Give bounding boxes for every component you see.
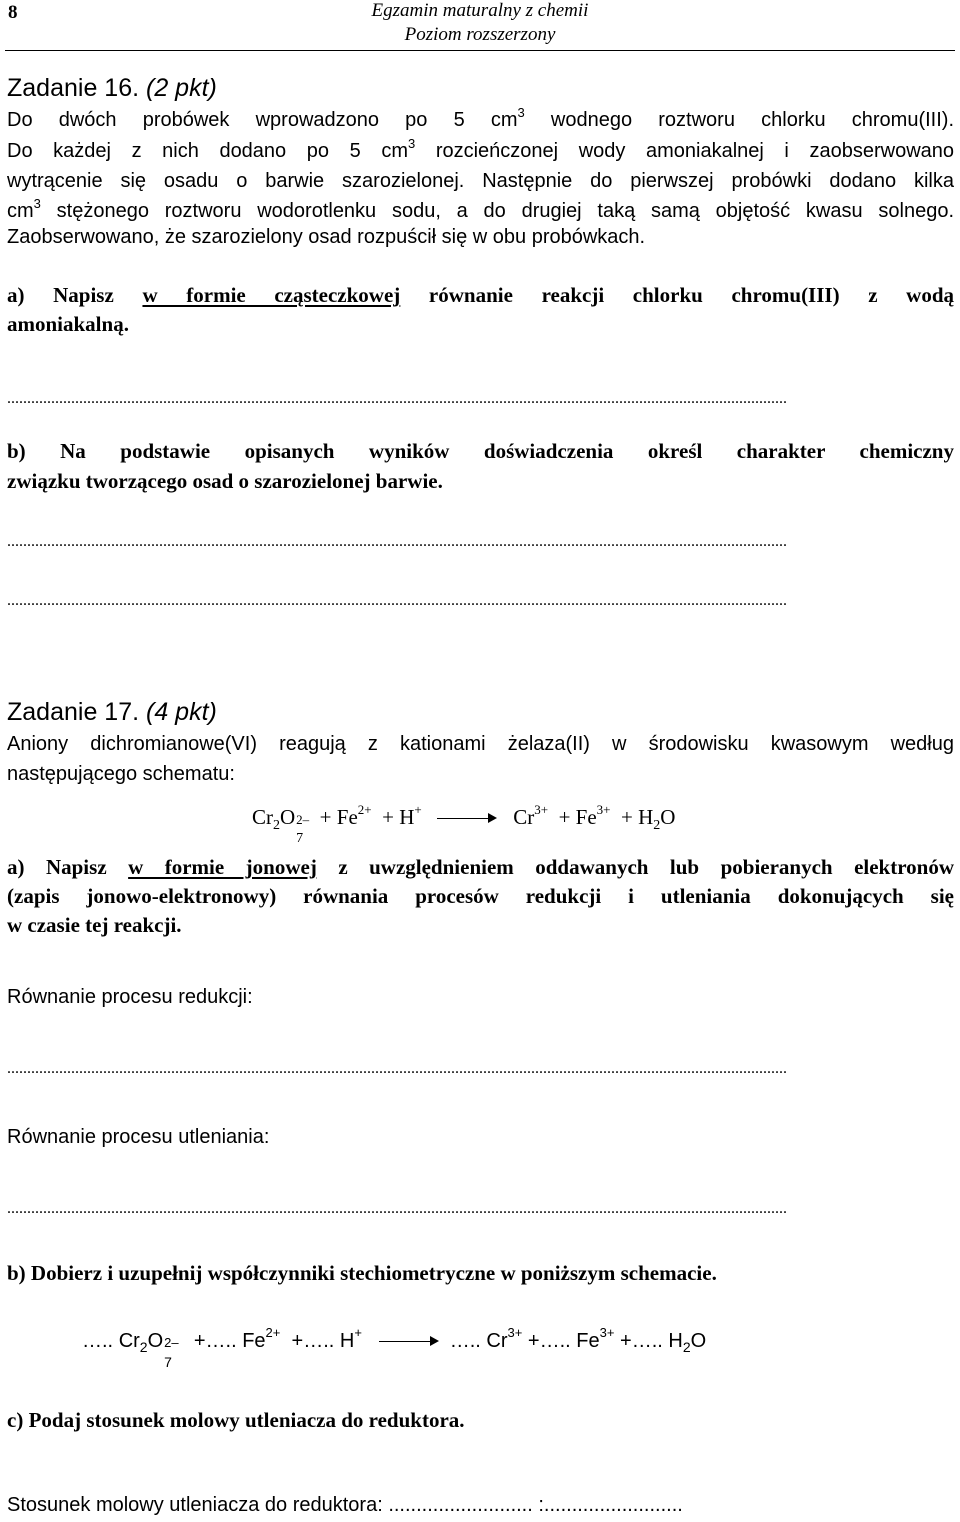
task16-intro-line5: Zaobserwowano, że szarozielony osad rozpuścił się w obu probówkach. xyxy=(7,226,646,248)
stoichiometry-scheme[interactable]: ….. $Cr_2O$ 2– 7 +….. $Fe^{2+}$ +….. H+ ….. $Cr^{3+}$ +….. $Fe^{3+}$ +….. $H_2O$ xyxy=(82,1325,707,1370)
task16-title: Zadanie 16. (2 pkt) xyxy=(7,74,217,102)
scheme-arrow-icon xyxy=(379,1337,439,1347)
header-rule xyxy=(5,50,955,51)
task17-question-a-line1: a) Napisz w formie jonowej z uwzględnieniem oddawanych lub pobieranych elektronów xyxy=(7,855,955,879)
task16-question-a-line2: amoniakalną. xyxy=(7,312,129,336)
oxidation-answer-line[interactable]: ................................................................................................................................................................................................... xyxy=(7,1200,787,1217)
task17-title: Zadanie 17. (4 pkt) xyxy=(7,698,217,726)
reaction-arrow-icon xyxy=(437,814,497,824)
reaction-equation: $Cr_2O$ 2– 7 + $Fe^{2+} + H^+$ $Cr^{3+} + Fe^{3+} + H_2O$ xyxy=(252,802,676,846)
task16-answer-b-line2[interactable]: ................................................................................................................................................................................................... xyxy=(7,592,787,609)
header-title-line1: Egzamin maturalny z chemii xyxy=(371,0,589,21)
task17-question-a-line3: w czasie tej reakcji. xyxy=(7,913,182,937)
task17-question-c: c) Podaj stosunek molowy utleniacza do reduktora. xyxy=(7,1408,465,1432)
reduction-label: Równanie procesu redukcji: xyxy=(7,986,253,1008)
task17-intro-line1: Aniony dichromianowe(VI) reagują z kationami żelaza(II) w środowisku kwasowym według xyxy=(7,733,954,755)
task16-answer-a-line[interactable]: ................................................................................................................................................................................................... xyxy=(7,390,787,407)
page-number: 8 xyxy=(8,2,18,23)
task16-intro-line1: Do dwóch probówek wprowadzono po 5 $cm^3$ wodnego roztworu chlorku chromu(III). xyxy=(7,105,955,131)
task16-intro-line2: Do każdej z nich dodano po 5 $cm^3$ rozcieńczonej wody amoniakalnej i zaobserwowano xyxy=(7,136,955,162)
task17-intro-line2: następującego schematu: xyxy=(7,763,235,785)
oxidation-label: Równanie procesu utleniania: xyxy=(7,1126,270,1148)
reduction-answer-line[interactable]: ................................................................................................................................................................................................... xyxy=(7,1060,787,1077)
task17-question-a-line2: (zapis jonowo-elektronowy) równania procesów redukcji i utleniania dokonujących się xyxy=(7,884,954,908)
task16-answer-b-line1[interactable]: ................................................................................................................................................................................................... xyxy=(7,533,787,550)
header-title-line2: Poziom rozszerzony xyxy=(404,24,556,45)
task16-intro-line3: wytrącenie się osadu o barwie szarozielonej. Następnie do pierwszej probówki dodano kilka xyxy=(7,170,954,192)
task16-intro-line4: $cm^3$ stężonego roztworu wodorotlenku sodu, a do drugiej taką samą objętość kwasu solnego. xyxy=(7,196,954,222)
molar-ratio-answer[interactable]: Stosunek molowy utleniacza do reduktora: .......................... :......................... xyxy=(7,1494,683,1516)
task17-question-b: b) Dobierz i uzupełnij współczynniki stechiometryczne w poniższym schemacie. xyxy=(7,1261,717,1285)
task16-question-b-line2: związku tworzącego osad o szarozielonej barwie. xyxy=(7,469,443,493)
task16-question-a-line1: a) Napisz w formie cząsteczkowej równanie reakcji chlorku chromu(III) z wodą xyxy=(7,283,955,307)
task16-question-b-line1: b) Na podstawie opisanych wyników doświadczenia określ charakter chemiczny xyxy=(7,439,954,463)
